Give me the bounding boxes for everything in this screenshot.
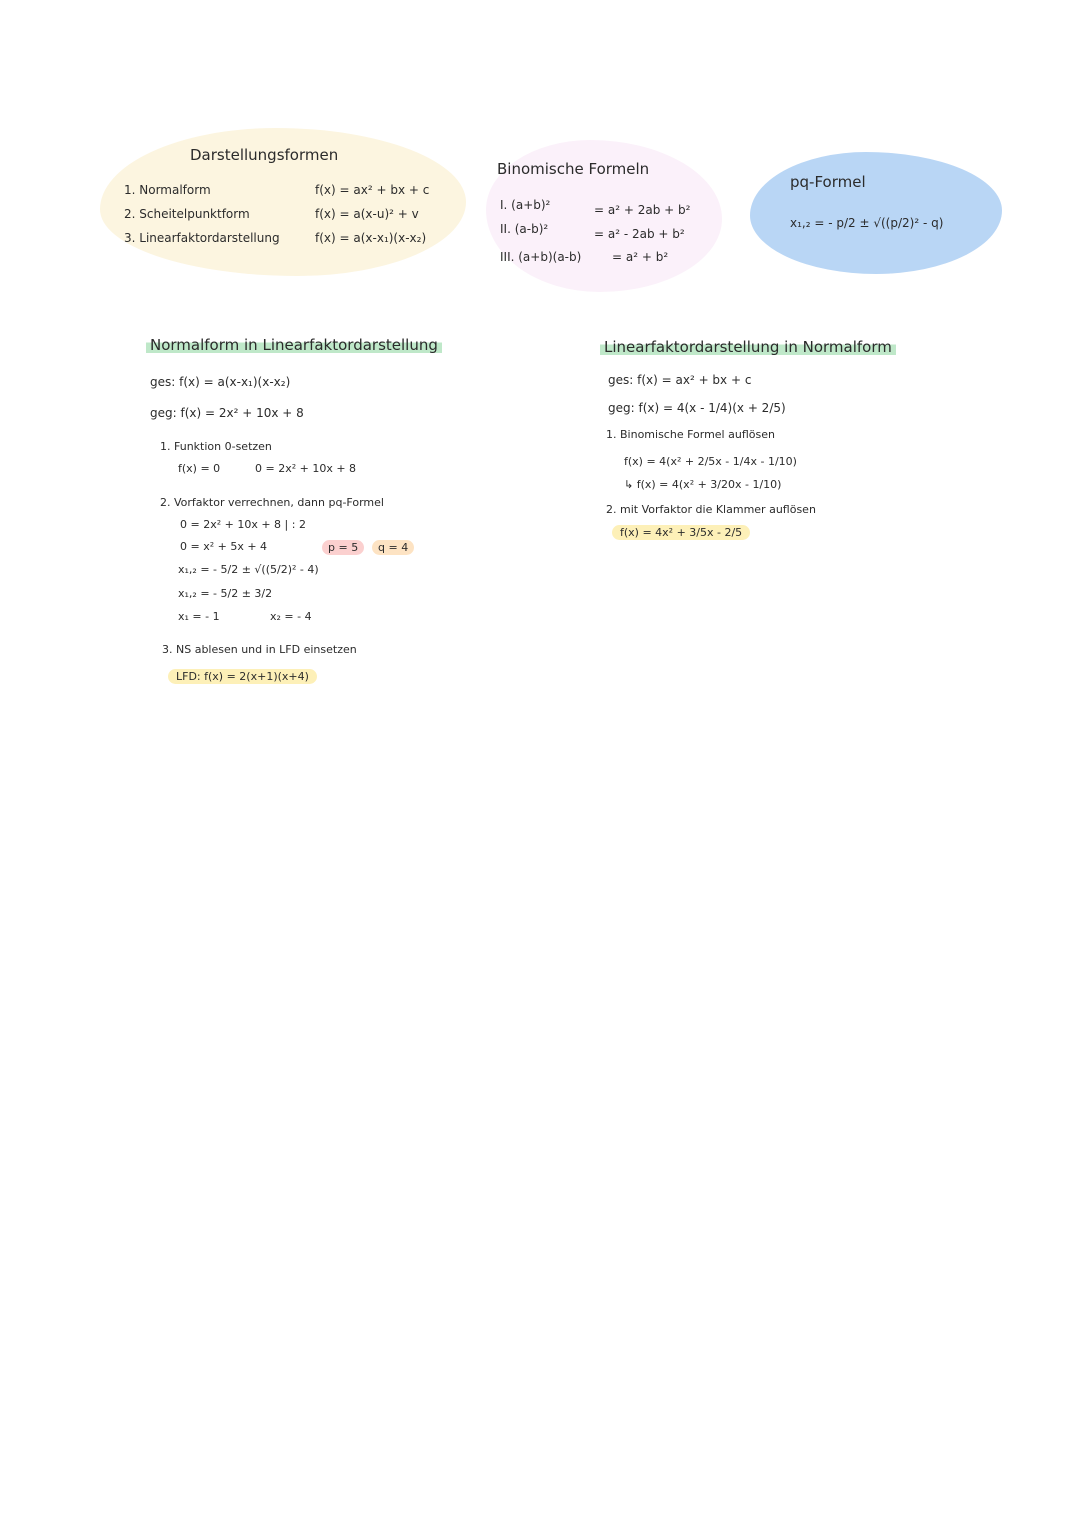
left-step-2-line-3: x₁,₂ = - 5/2 ± √((5/2)² - 4) [178, 563, 319, 576]
left-geg: geg: f(x) = 2x² + 10x + 8 [150, 406, 304, 420]
left-step-1-equation: 0 = 2x² + 10x + 8 [255, 462, 357, 475]
pq-card [750, 152, 1002, 274]
left-section-title: Normalform in Linearfaktordarstellung [146, 336, 442, 354]
right-step-1: 1. Binomische Formel auflösen [606, 428, 775, 441]
bin-row-2-label: II. (a-b)² [500, 222, 549, 236]
pq-title: pq-Formel [790, 173, 866, 191]
right-result: f(x) = 4x² + 3/5x - 2/5 [612, 525, 750, 540]
right-section-title: Linearfaktordarstellung in Normalform [600, 338, 896, 356]
right-step-2: 2. mit Vorfaktor die Klammer auflösen [606, 503, 816, 516]
bin-row-3-formula: = a² + b² [612, 250, 669, 264]
left-step-3: 3. NS ablesen und in LFD einsetzen [162, 643, 357, 656]
bin-row-1-formula: = a² + 2ab + b² [594, 203, 691, 217]
df-row-1-label: 1. Normalform [124, 183, 211, 197]
left-step-2: 2. Vorfaktor verrechnen, dann pq-Formel [160, 496, 384, 509]
right-step-1-line-1: f(x) = 4(x² + 2/5x - 1/4x - 1/10) [624, 455, 797, 468]
p-value: p = 5 [322, 540, 364, 555]
df-row-2-formula: f(x) = a(x-u)² + v [315, 207, 419, 221]
root-x1: x₁ = - 1 [178, 610, 220, 623]
right-step-1-line-2: ↳ f(x) = 4(x² + 3/20x - 1/10) [624, 478, 782, 491]
left-step-2-line-1: 0 = 2x² + 10x + 8 | : 2 [180, 518, 306, 531]
df-row-3-formula: f(x) = a(x-x₁)(x-x₂) [315, 231, 427, 245]
root-x2: x₂ = - 4 [270, 610, 312, 623]
left-result: LFD: f(x) = 2(x+1)(x+4) [168, 669, 317, 684]
pq-formula: x₁,₂ = - p/2 ± √((p/2)² - q) [790, 216, 944, 230]
left-step-1-line: f(x) = 0 [178, 462, 221, 475]
darstellungsformen-title: Darstellungsformen [190, 146, 339, 164]
left-step-1: 1. Funktion 0-setzen [160, 440, 272, 453]
bin-row-2-formula: = a² - 2ab + b² [594, 227, 685, 241]
left-step-2-line-2: 0 = x² + 5x + 4 [180, 540, 268, 553]
right-geg: geg: f(x) = 4(x - 1/4)(x + 2/5) [608, 401, 786, 415]
bin-row-1-label: I. (a+b)² [500, 198, 551, 212]
binomische-title: Binomische Formeln [497, 160, 650, 178]
df-row-1-formula: f(x) = ax² + bx + c [315, 183, 430, 197]
df-row-3-label: 3. Linearfaktordarstellung [124, 231, 280, 245]
right-ges: ges: f(x) = ax² + bx + c [608, 373, 752, 387]
bin-row-3-label: III. (a+b)(a-b) [500, 250, 582, 264]
left-ges: ges: f(x) = a(x-x₁)(x-x₂) [150, 375, 291, 389]
left-step-2-line-4: x₁,₂ = - 5/2 ± 3/2 [178, 587, 273, 600]
df-row-2-label: 2. Scheitelpunktform [124, 207, 250, 221]
q-value: q = 4 [372, 540, 414, 555]
